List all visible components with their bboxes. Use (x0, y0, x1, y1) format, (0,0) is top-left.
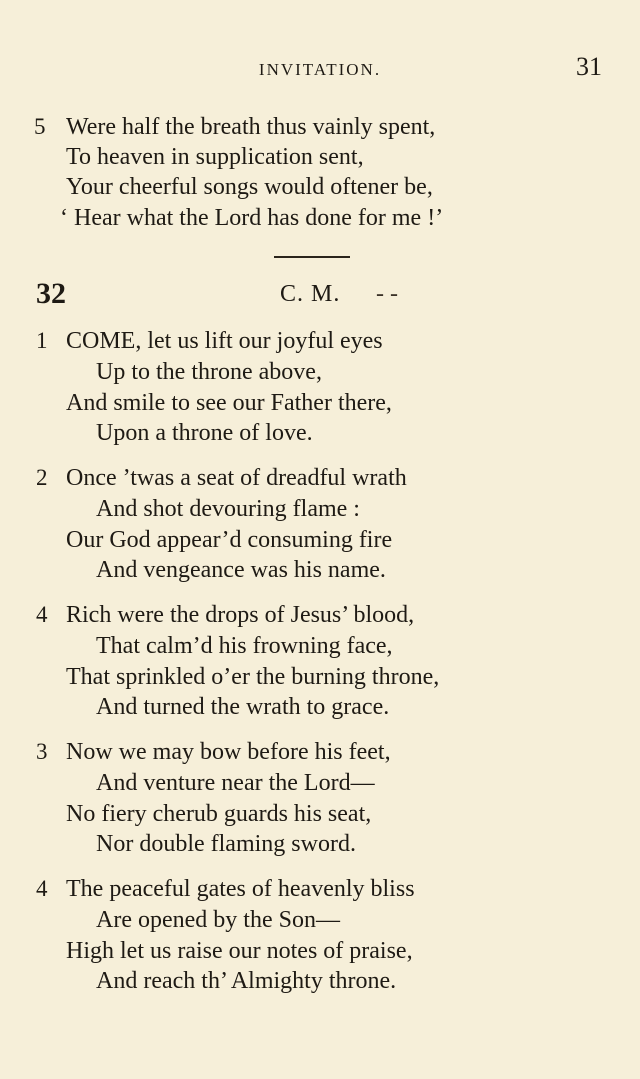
verse-line: Are opened by the Son— (96, 907, 340, 933)
verse-line: COME, let us lift our joyful eyes (66, 328, 383, 354)
running-head: INVITATION. (258, 60, 382, 79)
verse-line: And reach th’ Almighty throne. (96, 968, 397, 994)
verse-line: And venture near the Lord— (96, 770, 375, 796)
verse-line: And smile to see our Father there, (66, 390, 392, 416)
stanza-number: 5 (34, 114, 46, 139)
hymn-meter: C. M. (280, 281, 341, 307)
stanza-number: 2 (36, 465, 48, 490)
stanza-number: 1 (36, 328, 48, 353)
verse-line: And turned the wrath to grace. (96, 694, 390, 720)
stanza-number: 4 (36, 602, 48, 627)
verse-line: Nor double flaming sword. (96, 831, 356, 857)
verse-line: That sprinkled o’er the burning throne, (66, 664, 440, 690)
verse-line: ‘ Hear what the Lord has done for me !’ (60, 205, 444, 231)
verse-line: And shot devouring flame : (96, 496, 360, 522)
meter-mark: - - (376, 281, 398, 307)
verse-line: No fiery cherub guards his seat, (66, 801, 372, 827)
verse-line: Up to the throne above, (96, 359, 322, 385)
verse-line: The peaceful gates of heavenly bliss (66, 876, 415, 902)
verse-line: Rich were the drops of Jesus’ blood, (66, 602, 415, 628)
verse-line: That calm’d his frowning face, (96, 633, 393, 659)
verse-line: Your cheerful songs would oftener be, (66, 174, 433, 200)
stanza-number: 4 (36, 876, 48, 901)
verse-line: Our God appear’d consuming fire (66, 527, 393, 553)
page-number: 31 (576, 52, 602, 81)
verse-line: Now we may bow before his feet, (66, 739, 391, 765)
stanza-number: 3 (36, 739, 48, 764)
verse-line: To heaven in supplication sent, (66, 144, 364, 170)
section-divider (274, 256, 350, 258)
verse-line: High let us raise our notes of praise, (66, 938, 413, 964)
verse-line: Were half the breath thus vainly spent, (66, 114, 436, 140)
hymn-number: 32 (36, 277, 66, 310)
verse-line: And vengeance was his name. (96, 557, 386, 583)
verse-line: Upon a throne of love. (96, 420, 313, 446)
verse-line: Once ’twas a seat of dreadful wrath (66, 465, 407, 491)
